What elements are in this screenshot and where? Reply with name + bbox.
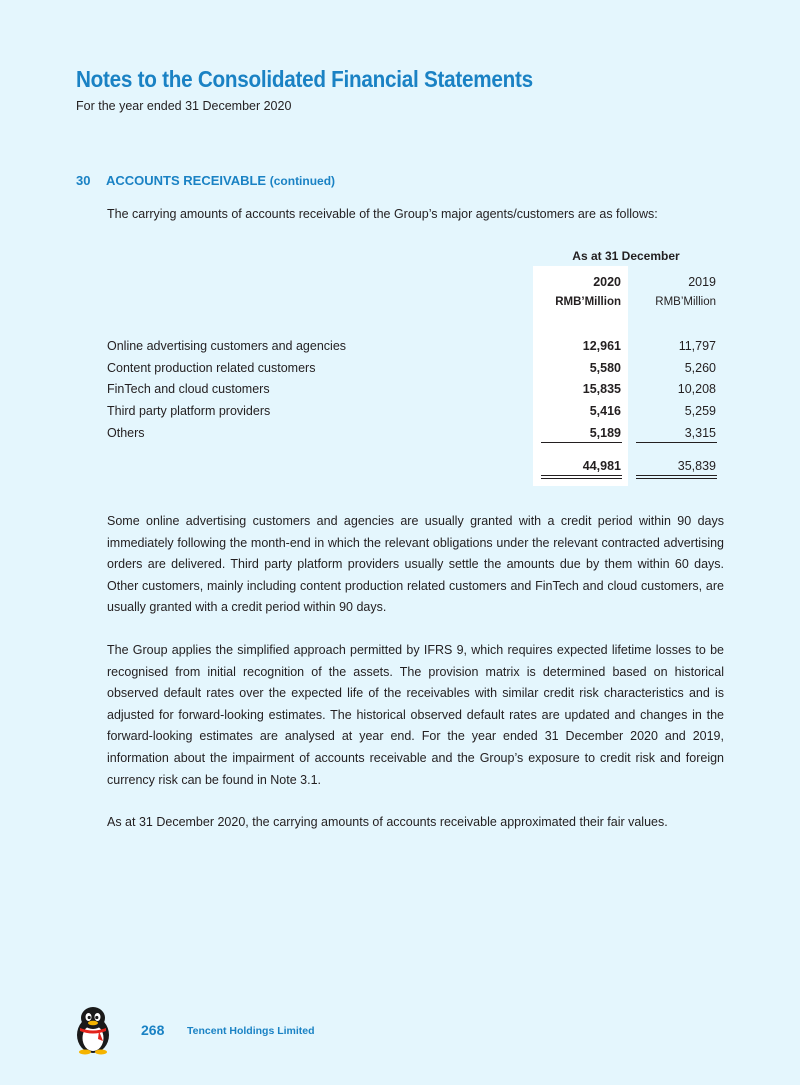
paragraph-fair-value: As at 31 December 2020, the carrying amounts of accounts receivable approximated their fair values. — [107, 815, 668, 829]
table-total-2019: 35,839 — [677, 459, 716, 473]
table-cell-2019: 3,315 — [684, 426, 716, 440]
table-cell-2019: 5,259 — [684, 404, 716, 418]
table-row-label: Content production related customers — [107, 361, 316, 375]
total-double-rule-2020-top — [541, 475, 622, 476]
table-cell-2019: 10,208 — [677, 382, 716, 396]
page-subtitle: For the year ended 31 December 2020 — [76, 99, 292, 113]
penguin-mascot-icon — [72, 1005, 114, 1055]
paragraph-ifrs9: The Group applies the simplified approach permitted by IFRS 9, which requires expected lifetime losses to be recognised from initial recognition of the assets. The provision matrix is determined based on historical observed default rates over the expected life of the receivables with similar credit risk characteristics and is adjusted for forward-looking estimates. The historical observed default rates are updated and changes in the forward-looking estimates are analysed at year end. For the year ended 31 December 2020 and 2019, information about the impairment of accounts receivable and the Group’s exposure to credit risk and foreign currency risk can be found in Note 3.1. — [107, 643, 724, 787]
page-number: 268 — [141, 1022, 165, 1038]
column-header-2019-unit: RMB’Million — [655, 296, 716, 308]
section-continued: (continued) — [269, 174, 336, 188]
column-header-2020-unit: RMB’Million — [555, 296, 621, 308]
company-name: Tencent Holdings Limited — [187, 1025, 315, 1037]
subtotal-rule-2019 — [636, 442, 717, 443]
paragraph-credit-period: Some online advertising customers and agencies are usually granted with a credit period within 90 days immediately following the month-end in which the relevant obligations under the relevant contracted advertising orders are delivered. Third party platform providers usually settle the amounts due by them within 60 days. Other customers, mainly including content production related customers and FinTech and cloud customers, are usually granted with a credit period within 90 days. — [107, 514, 724, 615]
section-intro: The carrying amounts of accounts receivable of the Group’s major agents/customers are as follows: — [107, 207, 658, 221]
column-header-2020-year: 2020 — [593, 275, 621, 289]
table-row-label: Others — [107, 426, 145, 440]
table-cell-2019: 11,797 — [678, 339, 716, 353]
section-number: 30 — [76, 173, 91, 188]
table-cell-2019: 5,260 — [684, 361, 716, 375]
table-total-2020: 44,981 — [582, 459, 621, 473]
table-row-label: FinTech and cloud customers — [107, 382, 270, 396]
table-cell-2020: 12,961 — [582, 339, 621, 353]
table-cell-2020: 5,416 — [589, 404, 621, 418]
section-heading — [76, 173, 335, 188]
total-double-rule-2019-top — [636, 475, 717, 476]
section-title: ACCOUNTS RECEIVABLE — [106, 173, 267, 188]
table-cell-2020: 5,189 — [589, 426, 621, 440]
table-cell-2020: 15,835 — [582, 382, 621, 396]
table-cell-2020: 5,580 — [589, 361, 621, 375]
total-double-rule-2020-bottom — [541, 478, 622, 479]
page-title: Notes to the Consolidated Financial Statements — [76, 66, 533, 92]
table-row-label: Online advertising customers and agencies — [107, 339, 347, 353]
table-group-header: As at 31 December — [572, 249, 680, 263]
table-row-label: Third party platform providers — [107, 404, 271, 418]
subtotal-rule-2020 — [541, 442, 622, 443]
column-header-2019-year: 2019 — [688, 275, 716, 289]
total-double-rule-2019-bottom — [636, 478, 717, 479]
